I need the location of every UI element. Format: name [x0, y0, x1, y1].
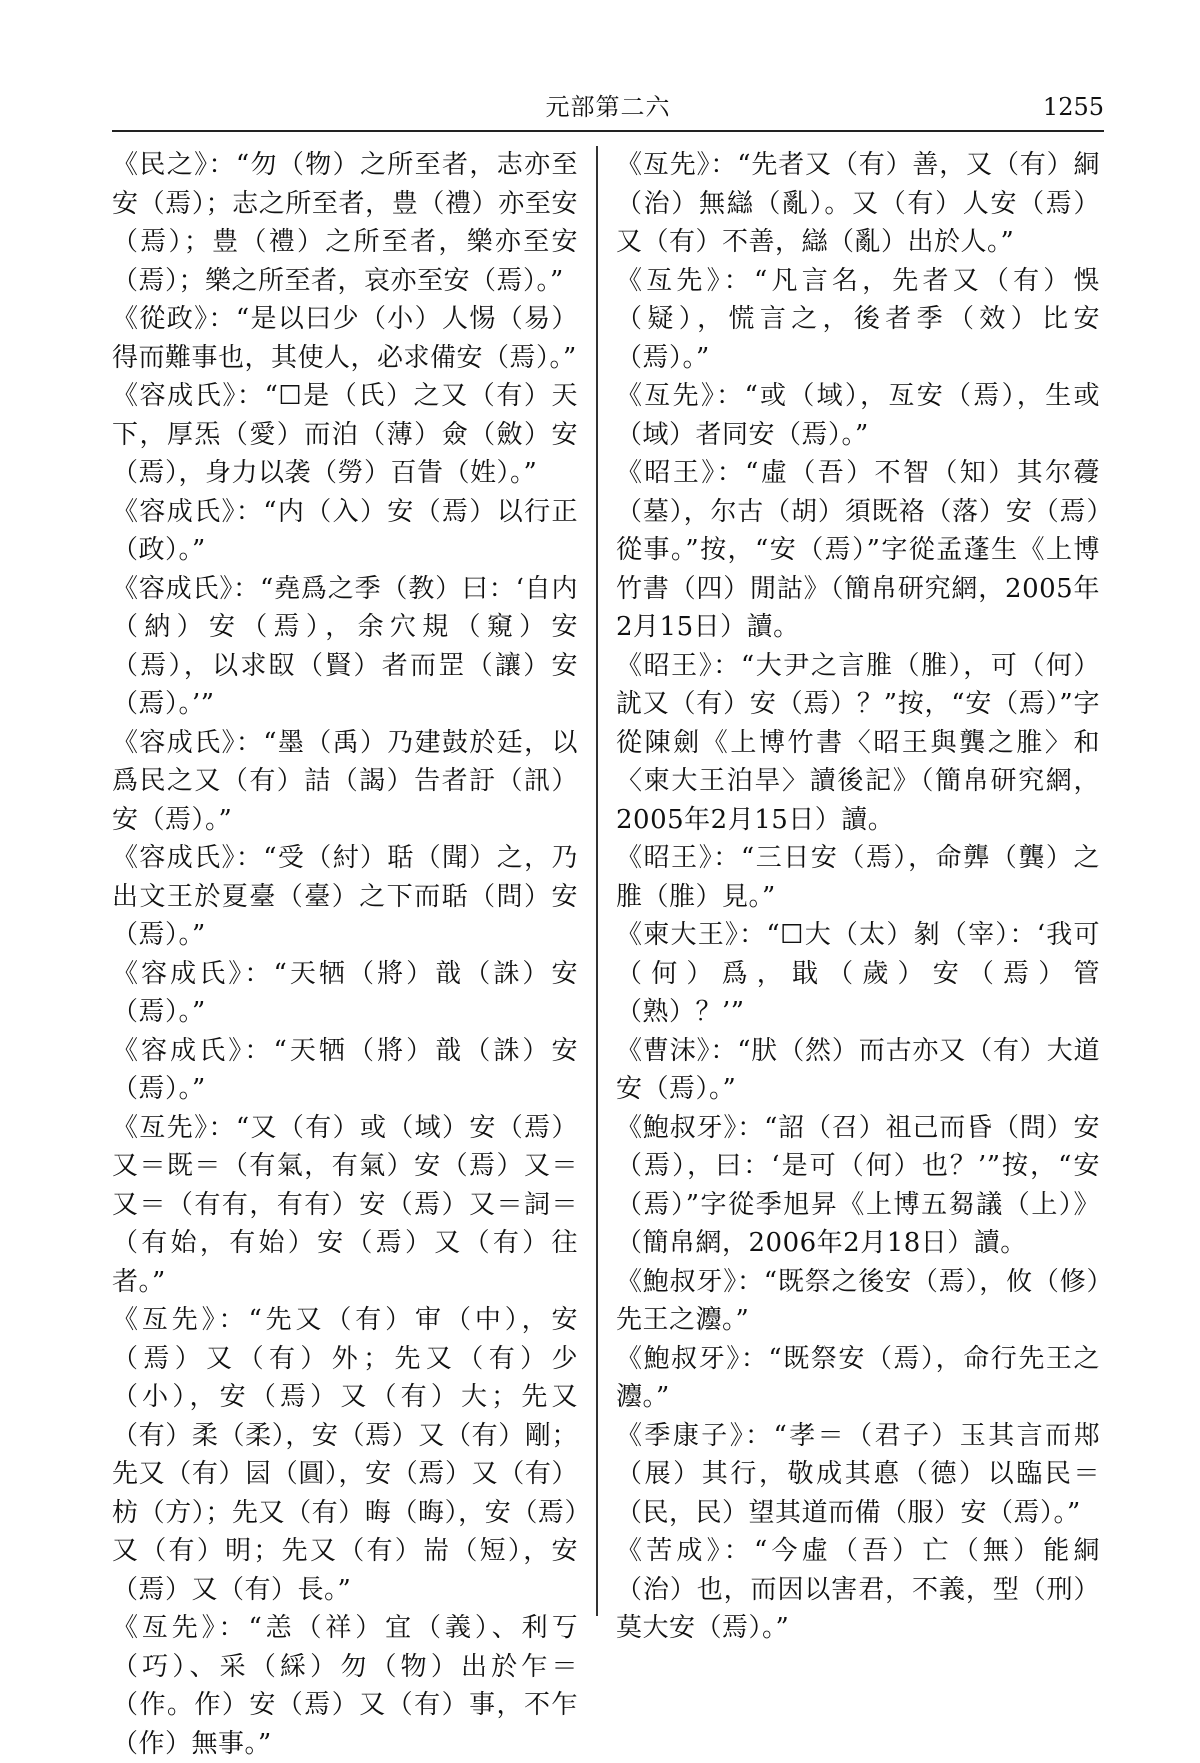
entry: 《亙先》：“先者又（有）善，又（有）絧（治）無䜌（亂）。又（有）人安（焉）又（有）不善，䜌（亂）出於人。”: [616, 150, 1100, 257]
entry: 《柬大王》：“☐大（太）剶（宰）：‘我可（何）爲，戢（歲）安（焉）管（熟）？’”: [616, 920, 1100, 1027]
entry: 《亙先》：“恙（祥）宜（義）、利丂（巧）、采（綵）勿（物）出於乍＝（作。作）安（焉）又（有）事，不乍（作）無事。”: [112, 1613, 578, 1759]
entry: 《容成氏》：“天牺（將）戠（誅）安（焉）。”: [112, 1035, 578, 1104]
entry: 《亙先》：“先又（有）审（中），安（焉）又（有）外；先又（有）少（小），安（焉）又（有）大；先又（有）柔（柔），安（焉）又（有）剛；先又（有）囩（圓），安（焉）又（有）枋（方）；先又（有）晦（晦），安（焉）又（有）明；先又（有）耑（短），安（焉）又（有）長。”: [112, 1305, 578, 1605]
entry: 《容成氏》：“堯爲之季（教）曰：‘自内（納）安（焉），余穴規（窺）安（焉），以求臤（賢）者而罡（讓）安（焉）。’”: [112, 573, 578, 719]
entry: 《民之》：“勿（物）之所至者，志亦至安（焉）；志之所至者，豊（禮）亦至安（焉）；豊（禮）之所至者，樂亦至安（焉）；樂之所至者，哀亦至安（焉）。”: [112, 150, 578, 296]
right-column: [616, 146, 1100, 1643]
column-divider: [596, 146, 598, 1616]
entry: 《從政》：“是以曰少（小）人惕（易）得而難事也，其使人，必求備安（焉）。”: [112, 304, 578, 373]
running-title: 元部第二六: [545, 93, 671, 121]
entry: 《亙先》：“或（域），亙安（焉），生或（域）者同安（焉）。”: [616, 381, 1100, 450]
entry: 《容成氏》：“内（入）安（焉）以行正（政）。”: [112, 496, 578, 565]
entry: 《苦成》：“今虛（吾）亡（無）能絧（治）也，而因以害君，不義，型（刑）莫大安（焉）。”: [616, 1536, 1100, 1643]
entry: 《曹沫》：“肰（然）而古亦又（有）大道安（焉）。”: [616, 1035, 1100, 1104]
entry: 《亙先》：“凡言名，先者又（有）悞（疑），慌言之，後者季（效）比安（焉）。”: [616, 265, 1100, 373]
entry: 《亙先》：“又（有）或（域）安（焉）又＝既＝（有氣，有氣）安（焉）又＝又＝（有有，有有）安（焉）又＝詞＝（有始，有始）安（焉）又（有）往者。”: [112, 1112, 578, 1297]
entry: 《容成氏》：“墨（禹）乃建鼓於廷，以爲民之又（有）詰（謁）告者訏（訊）安（焉）。”: [112, 727, 578, 835]
entry: 《容成氏》：“天牺（將）戠（誅）安（焉）。”: [112, 958, 578, 1027]
entry: 《昭王》：“大尹之言脽（脽），可（何）訧又（有）安（焉）？”按，“安（焉）”字從陳劍《上博竹書〈昭王與龔之脽〉和〈柬大王泊旱〉讀後記》（簡帛研究網，2005年2月15日）讀。: [616, 650, 1100, 835]
entry: 《容成氏》：“受（紂）聒（聞）之，乃出文王於夏臺（臺）之下而聒（問）安（焉）。”: [112, 843, 578, 950]
page-number: 1255: [1042, 93, 1104, 121]
entry: 《鮑叔牙》：“詔（召）祖己而昏（問）安（焉），曰：‘是可（何）也？’”按，“安（焉）”字從季旭昇《上博五芻議（上）》（簡帛網，2006年2月18日）讀。: [616, 1112, 1100, 1258]
left-column: [112, 146, 578, 1759]
running-header: [112, 90, 1104, 132]
entry: 《容成氏》：“☐是（氏）之又（有）天下，厚炁（愛）而泊（薄）僉（斂）安（焉），身力以袭（勞）百眚（姓）。”: [112, 381, 578, 488]
entry: 《昭王》：“虛（吾）不智（知）其尔蘉（墓），尔古（胡）須既袼（落）安（焉）從事。”按，“安（焉）”字從孟蓬生《上博竹書（四）閒詁》（簡帛研究網，2005年2月15日）讀。: [616, 458, 1100, 642]
entry: 《季康子》：“孝＝（君子）玉其言而䢼（展）其行，敬成其悳（德）以臨民＝（民，民）望其道而備（服）安（焉）。”: [616, 1420, 1100, 1528]
entry: 《鮑叔牙》：“既祭之後安（焉），攸（修）先王之灋。”: [616, 1266, 1100, 1335]
entry: 《昭王》：“三日安（焉），命龏（龔）之脽（脽）見。”: [616, 843, 1100, 912]
entry: 《鮑叔牙》：“既祭安（焉），命行先王之灋。”: [616, 1343, 1100, 1412]
